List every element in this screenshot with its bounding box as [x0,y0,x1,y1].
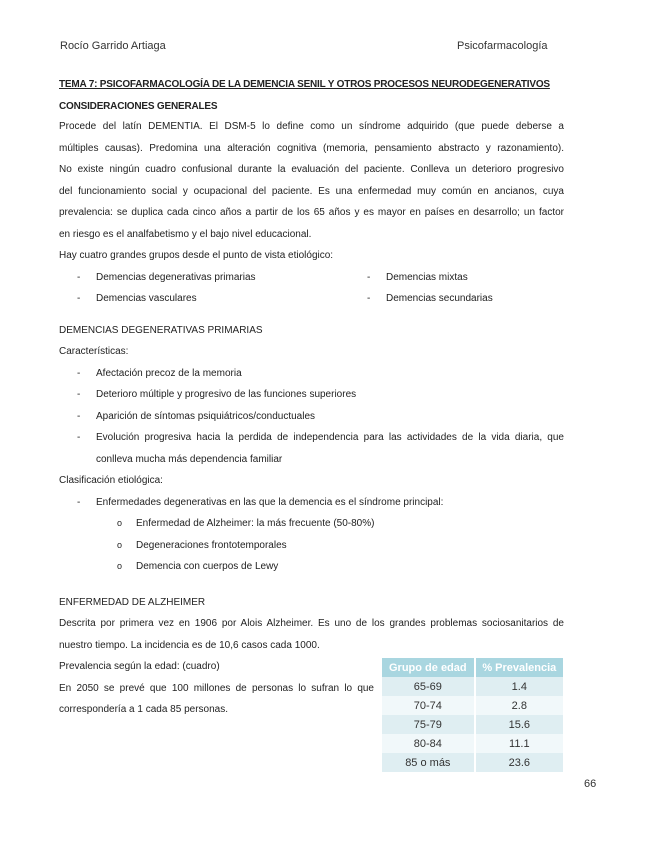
header-author: Rocío Garrido Artiaga [60,40,166,52]
characteristics-label: Características: [59,346,129,357]
dash-marker: - [77,293,81,304]
prevalence-table [382,658,563,772]
section-heading-primary-dementias: DEMENCIAS DEGENERATIVAS PRIMARIAS [59,324,263,336]
circle-marker: o [117,518,123,528]
age-cell: 65-69 [382,677,475,696]
group-label: Demencias vasculares [96,293,197,304]
dash-marker: - [367,293,371,304]
table-row [382,753,563,772]
age-cell: 70-74 [382,696,475,715]
list-item [59,267,349,289]
list-item [59,492,564,514]
subitem-text: Demencia con cuerpos de Lewy [136,561,279,572]
table-header-row [382,658,563,677]
list-item [349,267,564,289]
classification-label: Clasificación etiológica: [59,475,163,486]
subitem-text: Enfermedad de Alzheimer: la más frecuente (50-80%) [136,518,375,529]
characteristic-text: Evolución progresiva hacia la perdida de independencia para las actividades de la vida diaria, que [96,432,564,443]
intro-line: en riesgo es el analfabetismo y el bajo nivel educacional. [59,228,312,240]
group-label: Demencias mixtas [386,271,468,283]
header-prevalence: % Prevalencia [475,658,563,677]
groups-list [59,267,564,310]
section-heading-alzheimer: ENFERMEDAD DE ALZHEIMER [59,596,206,608]
intro-line: No existe ningún cuadro confusional durante la evaluación del paciente. Conlleva un deterioro progresivo [59,164,564,175]
intro-line: del funcionamiento social y ocupacional del paciente. Es una enfermedad muy común en ancianos, cuya [59,185,564,197]
intro-line: prevalencia: se duplica cada cinco años a partir de los 65 años y es mayor en países en desarrollo; un factor [59,207,564,218]
table-row [382,715,563,734]
characteristic-text: Afectación precoz de la memoria [96,367,242,379]
list-item [59,288,349,310]
alzheimer-line: Descrita por primera vez en 1906 por Alois Alzheimer. Es uno de los grandes problemas sociosanitarios de [59,618,564,629]
list-item [59,556,564,578]
alzheimer-line: En 2050 se prevé que 100 millones de personas lo sufran lo que [59,682,374,694]
groups-column-2 [349,267,564,310]
page-number: 66 [584,778,597,790]
section-heading-general: CONSIDERACIONES GENERALES [59,101,218,112]
list-item [59,535,564,557]
characteristics-list [59,363,564,471]
list-item [349,288,564,310]
alzheimer-line: Prevalencia según la edad: (cuadro) [59,661,220,672]
dash-marker: - [367,271,371,283]
prevalence-cell: 23.6 [475,753,563,772]
groups-column-1 [59,267,349,310]
age-cell: 80-84 [382,734,475,753]
alzheimer-line: nuestro tiempo. La incidencia es de 10,6 casos cada 1000. [59,639,320,651]
age-cell: 85 o más [382,753,475,772]
list-item [59,513,564,535]
intro-line: Procede del latín DEMENTIA. El DSM-5 lo define como un síndrome adquirido (que puede deberse a [59,121,564,132]
list-item [59,427,564,470]
dash-marker: - [77,496,81,508]
header-subject: Psicofarmacología [457,40,548,52]
chapter-title: TEMA 7: PSICOFARMACOLOGÍA DE LA DEMENCIA SENIL Y OTROS PROCESOS NEURODEGENERATIVOS [59,79,550,90]
circle-marker: o [117,539,123,550]
classification-sublist [59,513,564,578]
list-item [59,363,564,385]
group-label: Demencias degenerativas primarias [96,271,256,283]
dash-marker: - [77,271,81,283]
dash-marker: - [77,432,81,443]
table-row [382,734,563,753]
prevalence-cell: 15.6 [475,715,563,734]
classification-text: Enfermedades degenerativas en las que la demencia es el síndrome principal: [96,496,444,508]
dash-marker: - [77,367,81,379]
header-age-group: Grupo de edad [382,658,475,677]
subitem-text: Degeneraciones frontotemporales [136,539,287,551]
intro-paragraph [59,116,564,245]
characteristic-text: Deterioro múltiple y progresivo de las funciones superiores [96,389,357,400]
dash-marker: - [77,410,81,422]
group-label: Demencias secundarias [386,293,493,304]
circle-marker: o [117,561,123,571]
document-body [59,78,564,721]
prevalence-cell: 11.1 [475,734,563,753]
dash-marker: - [77,389,81,400]
table-row [382,677,563,696]
intro-line: múltiples causas). Predomina una alteración cognitiva (memoria, pensamiento abstracto y razonamiento). [59,142,564,154]
groups-intro: Hay cuatro grandes grupos desde el punto de vista etiológico: [59,250,334,261]
age-cell: 75-79 [382,715,475,734]
list-item [59,406,564,428]
prevalence-cell: 1.4 [475,677,563,696]
prevalence-cell: 2.8 [475,696,563,715]
list-item [59,384,564,406]
classification-list [59,492,564,514]
characteristic-text: conlleva mucha más dependencia familiar [96,453,283,465]
characteristic-text: Aparición de síntomas psiquiátricos/conductuales [96,410,316,422]
table-row [382,696,563,715]
alzheimer-line: correspondería a 1 cada 85 personas. [59,704,228,715]
